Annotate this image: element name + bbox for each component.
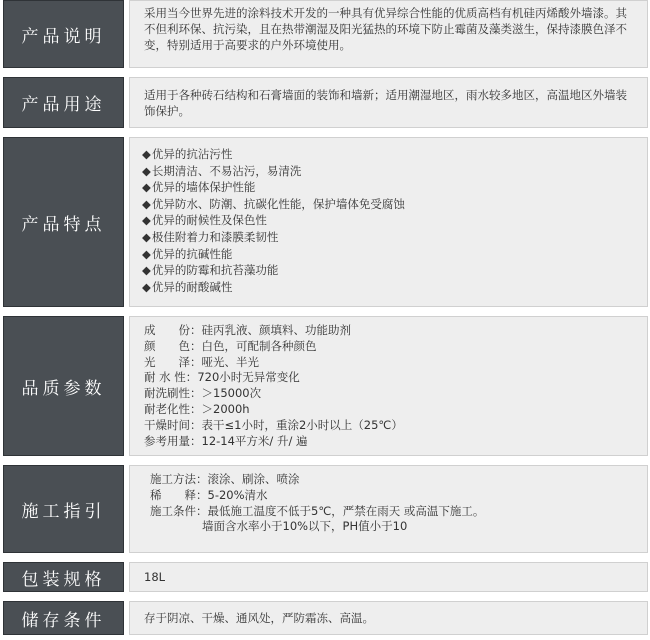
section-construction-guide [0, 465, 650, 553]
section-content [129, 316, 648, 456]
diamond-bullet-icon: ◆ [142, 196, 151, 211]
section-packaging [0, 562, 650, 592]
section-label: 储存条件 [3, 601, 124, 635]
section-label: 施工指引 [3, 465, 124, 553]
section-content [129, 562, 648, 592]
diamond-bullet-icon: ◆ [142, 279, 151, 294]
guide-row: 施工方法：滚涂、刷涂、喷涂 [150, 472, 300, 486]
diamond-bullet-icon: ◆ [142, 246, 151, 261]
diamond-bullet-icon: ◆ [142, 163, 151, 178]
diamond-bullet-icon: ◆ [142, 213, 151, 228]
section-label: 产品说明 [3, 0, 124, 68]
list-item: ◆优异的墙体保护性能 [142, 180, 256, 195]
section-label: 包装规格 [3, 562, 124, 592]
guide-row: 施工条件：最低施工温度不低于5℃，严禁在雨天 或高温下施工。 [150, 503, 485, 518]
diamond-bullet-icon: ◆ [142, 263, 151, 278]
description-text: 采用当今世界先进的涂料技术开发的一种具有优异综合性能的优质高档有机硅丙烯酸外墙漆。其不但利环保、抗污染，且在热带潮湿及阳光猛热的环境下防止霉菌及藻类滋生，保持漆膜色泽不变，特别适用于高要求的户外环境使用。 [144, 6, 627, 52]
section-usage [0, 77, 650, 128]
list-item: ◆优异的耐酸碱性 [142, 279, 233, 294]
param-row: 耐 水 性：720小时无异常变化 [144, 370, 300, 385]
param-row: 干燥时间：表干≤1小时，重涂2小时以上（25℃） [144, 417, 403, 432]
section-storage [0, 601, 650, 635]
section-content [129, 601, 648, 635]
list-item: ◆长期清洁、不易沾污，易清洗 [142, 163, 302, 178]
storage-text: 存于阴凉、干燥、通风处，严防霜冻、高温。 [144, 611, 374, 625]
section-content [129, 137, 648, 307]
diamond-bullet-icon: ◆ [142, 147, 151, 161]
list-item: ◆优异的耐候性及保色性 [142, 213, 267, 228]
param-row: 耐老化性：＞2000h [144, 401, 250, 416]
usage-text: 适用于各种砖石结构和石膏墙面的装饰和墙新；适用潮湿地区，雨水较多地区，高温地区外墙装饰保护。 [144, 88, 627, 118]
list-item: ◆优异的防霉和抗苔藻功能 [142, 263, 279, 278]
list-item: ◆优异防水、防潮、抗碳化性能，保护墙体免受腐蚀 [142, 196, 405, 211]
param-row: 光 泽：哑光、半光 [144, 354, 259, 369]
diamond-bullet-icon: ◆ [142, 229, 151, 244]
section-description [0, 0, 650, 68]
param-row: 颜 色：白色，可配制各种颜色 [144, 338, 317, 353]
section-label: 产品特点 [3, 137, 124, 307]
guide-extra-row: 墙面含水率小于10%以下，PH值小于10 [202, 519, 408, 534]
section-content [129, 0, 648, 68]
feature-list [142, 146, 637, 295]
list-item: ◆极佳附着力和漆膜柔韧性 [142, 229, 279, 244]
section-features [0, 137, 650, 307]
section-content [129, 465, 648, 553]
diamond-bullet-icon: ◆ [142, 180, 151, 195]
section-quality-params [0, 316, 650, 456]
param-row: 耐洗刷性：＞15000次 [144, 386, 262, 401]
section-label: 产品用途 [3, 77, 124, 128]
list-item: ◆优异的抗沾污性 [142, 147, 233, 161]
section-label: 品质参数 [3, 316, 124, 456]
section-content [129, 77, 648, 128]
param-row: 参考用量：12-14平方米/ 升/ 遍 [144, 433, 308, 448]
packaging-text: 18L [144, 570, 166, 584]
list-item: ◆优异的抗碱性能 [142, 246, 233, 261]
param-row: 成 份：硅丙乳液、颜填料、功能助剂 [144, 323, 351, 337]
guide-row: 稀 释：5-20%清水 [150, 487, 268, 502]
